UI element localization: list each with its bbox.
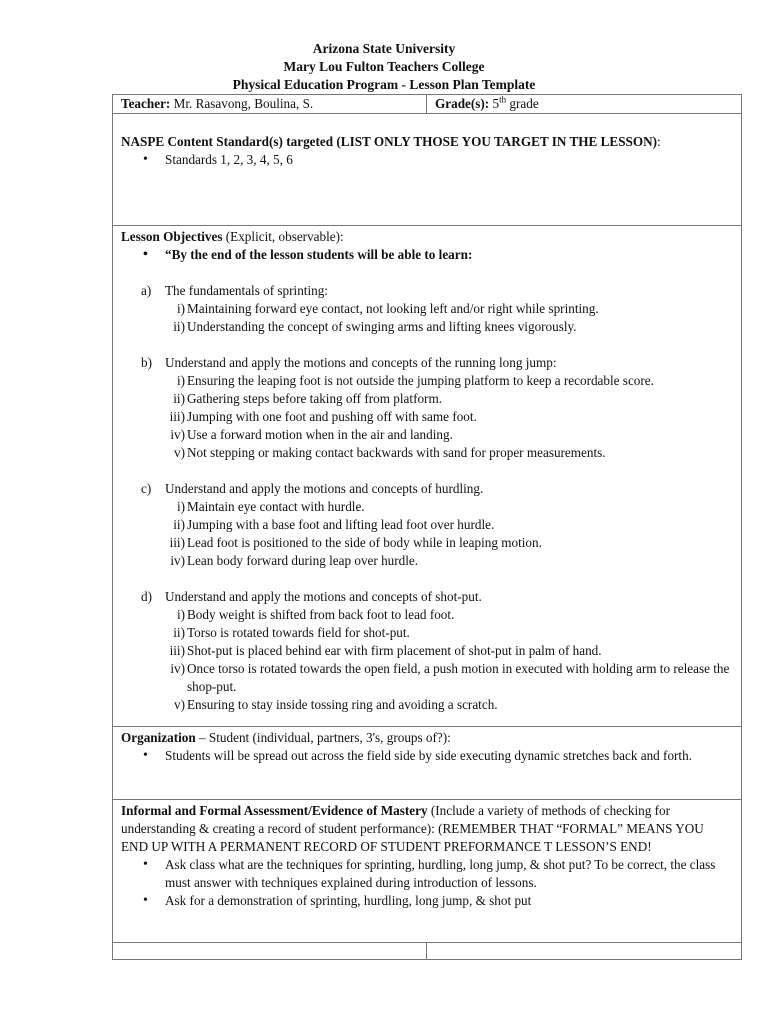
objectives-intro: • “By the end of the lesson students will be able to learn: (121, 246, 733, 264)
template-title: Physical Education Program - Lesson Plan Template (232, 77, 536, 92)
objective-group-a (121, 282, 733, 354)
group-marker: c) (141, 481, 152, 496)
list-item: v) Not stepping or making contact backwards with sand for proper measurements. (174, 445, 606, 460)
lesson-plan-table (112, 94, 742, 960)
organization-section (113, 727, 742, 800)
objective-group-c (121, 480, 733, 588)
list-item: iii) Jumping with one foot and pushing off with same foot. (169, 409, 477, 424)
list-item: ii) Torso is rotated towards field for shot-put. (173, 625, 410, 640)
list-item: ii) Jumping with a base foot and lifting lead foot over hurdle. (173, 517, 495, 532)
organization-heading: Organization (121, 730, 196, 745)
objectives-groups (121, 282, 733, 714)
standards-colon: : (657, 134, 661, 149)
objectives-intro-list (121, 246, 733, 264)
assessment-note: (Include a variety of methods of checking for understanding & creating a record of student performance): (REMEMBER THAT “FORMAL” MEANS YOU END UP WITH A PERMANENT RECORD OF STUDENT PREFORMANCE T LESSON’S END! (121, 803, 704, 854)
list-item: • Ask class what are the techniques for sprinting, hurdling, long jump, & shot put? To be correct, the class must answer with techniques explained during introduction of lessons. (121, 856, 733, 892)
teacher-value: Mr. Rasavong, Boulina, S. (173, 96, 314, 111)
grade-cell (427, 95, 742, 114)
group-title: Understand and apply the motions and concepts of shot-put. (165, 589, 482, 604)
college-title: Mary Lou Fulton Teachers College (283, 59, 485, 74)
grade-number: 5 (492, 96, 500, 111)
list-item: iv) Use a forward motion when in the air and landing. (170, 427, 453, 442)
grade-word: grade (506, 96, 539, 111)
objectives-section (113, 226, 742, 727)
objective-group-d (121, 588, 733, 714)
objectives-note: (Explicit, observable): (222, 229, 344, 244)
teacher-cell (113, 95, 427, 114)
group-title: The fundamentals of sprinting: (165, 283, 328, 298)
document-header (0, 40, 768, 94)
standards-section (113, 114, 742, 226)
group-marker: a) (141, 283, 152, 298)
list-item: • Standards 1, 2, 3, 4, 5, 6 (121, 151, 733, 169)
organization-list (121, 747, 733, 765)
empty-cell-left (113, 943, 427, 960)
list-item: i) Maintain eye contact with hurdle. (176, 499, 365, 514)
list-item: • Students will be spread out across the field side by side executing dynamic stretches back and forth. (121, 747, 733, 765)
list-item: i) Maintaining forward eye contact, not looking left and/or right while sprinting. (176, 301, 599, 316)
list-item: • Ask for a demonstration of sprinting, hurdling, long jump, & shot put (121, 892, 733, 910)
list-item: iii) Shot-put is placed behind ear with firm placement of shot-put in palm of hand. (169, 643, 602, 658)
list-item: iv) Lean body forward during leap over hurdle. (170, 553, 419, 568)
assessment-list (121, 856, 733, 910)
assessment-heading: Informal and Formal Assessment/Evidence of Mastery (121, 803, 428, 818)
objective-group-b (121, 354, 733, 480)
group-marker: b) (141, 355, 152, 370)
university-title: Arizona State University (312, 41, 456, 56)
assessment-section (113, 800, 742, 943)
empty-cell-right (427, 943, 742, 960)
list-item: ii) Gathering steps before taking off from platform. (173, 391, 443, 406)
list-item: v) Ensuring to stay inside tossing ring and avoiding a scratch. (174, 697, 498, 712)
group-title: Understand and apply the motions and concepts of hurdling. (165, 481, 484, 496)
teacher-label: Teacher: (121, 96, 171, 111)
list-item: iv) Once torso is rotated towards the open field, a push motion in executed with holding arm to release the shop-put. (170, 661, 730, 694)
standards-heading: NASPE Content Standard(s) targeted (LIST ONLY THOSE YOU TARGET IN THE LESSON) (121, 134, 658, 149)
list-item: i) Ensuring the leaping foot is not outside the jumping platform to keep a recordable score. (176, 373, 654, 388)
objectives-heading: Lesson Objectives (121, 229, 223, 244)
grade-label: Grade(s): (435, 96, 490, 111)
grade-suffix: th (499, 94, 507, 105)
group-marker: d) (141, 589, 152, 604)
list-item: ii) Understanding the concept of swinging arms and lifting knees vigorously. (173, 319, 577, 334)
group-title: Understand and apply the motions and concepts of the running long jump: (165, 355, 557, 370)
standards-list (121, 151, 733, 169)
list-item: iii) Lead foot is positioned to the side of body while in leaping motion. (169, 535, 542, 550)
organization-note: – Student (individual, partners, 3's, groups of?): (195, 730, 451, 745)
list-item: i) Body weight is shifted from back foot to lead foot. (176, 607, 455, 622)
